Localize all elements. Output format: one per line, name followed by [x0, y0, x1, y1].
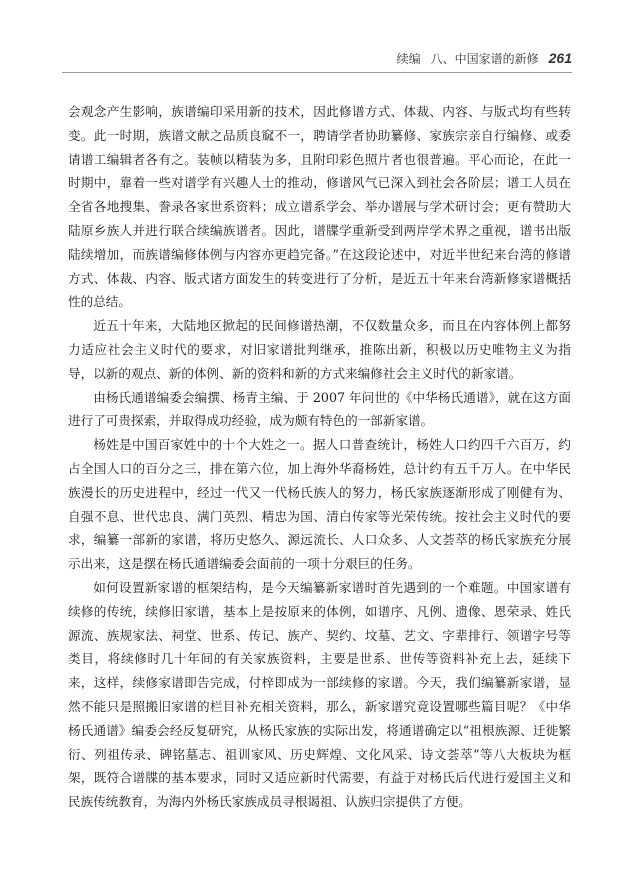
paragraph: 近五十年来，大陆地区掀起的民间修谱热潮，不仅数量众多，而且在内容体例上都努力适应社会主义时代的要求，对旧家谱批判继承，推陈出新，积极以历史唯物主义为指导，以新的观点、新的体例、新的资料和新的方式来编修社会主义时代的新家谱。: [68, 318, 571, 381]
header-chapter: 八、中国家谱的新修: [430, 52, 539, 66]
paragraph: 杨姓是中国百家姓中的十个大姓之一。据人口普查统计，杨姓人口约四千六百万，约占全国人口的百分之三，排在第六位，加上海外华裔杨姓，总计约有五千万人。在中华民族漫长的历史进程中，经过一代又一代杨氏族人的努力，杨氏家族逐渐形成了刚健有为、自强不息、世代忠良、满门英烈、精忠为国、清白传家等光荣传统。按社会主义时代的要求，编纂一部新的家谱，将历史悠久、源远流长、人口众多、人文荟萃的杨氏家族充分展示出来，这是摆在杨氏通谱编委会面前的一项十分艰巨的任务。: [68, 437, 571, 572]
body-text: [68, 100, 571, 814]
paragraph: 如何设置新家谱的框架结构，是今天编纂新家谱时首先遇到的一个难题。中国家谱有续修的传统，续修旧家谱，基本上是按原来的体例，如谱序、凡例、遗像、恩荣录、姓氏源流、族规家法、祠堂、世系、传记、族产、契约、坟墓、艺文、字辈排行、领谱字号等类目，将续修时几十年间的有关家族资料，主要是世系、世传等资料补充上去，延续下来，这样，续修家谱即告完成，付梓即成为一部续修的家谱。今天，我们编纂新家谱，显然不能只是照搬旧家谱的栏目补充相关资料，那么，新家谱究竟设置哪些篇目呢？《中华杨氏通谱》编委会经反复研究，从杨氏家族的实际出发，将通谱确定以“祖根族源、迁徙繁衍、列祖传录、碑铭墓志、祖训家风、历史辉煌、文化风采、诗文荟萃”等八大板块为框架，既符合谱牒的基本要求，同时又适应新时代需要，有益于对杨氏后代进行爱国主义和民族传统教育，为海内外杨氏家族成员寻根谒祖、认族归宗提供了方便。: [68, 579, 571, 810]
page-number: 261: [548, 50, 572, 66]
paragraph: 由杨氏通谱编委会编撰、杨青主编、于 2007 年问世的《中华杨氏通谱》，就在这方面进行了可贵探索，并取得成功经验，成为颇有特色的一部新家谱。: [68, 389, 571, 429]
header-rule: [62, 72, 572, 73]
header-section: 续编: [396, 52, 421, 66]
running-header: [397, 50, 572, 67]
paragraph: 会观念产生影响，族谱编印采用新的技术，因此修谱方式、体裁、内容、与版式均有些转变。此一时期，族谱文献之品质良窳不一，聘请学者协助纂修、家族宗亲自行编修、或委请谱工编辑者各有之。装帧以精装为多，且附印彩色照片者也很普遍。平心而论，在此一时期中，靠着一些对谱学有兴趣人士的推动，修谱风气已深入到社会各阶层；谱工人员在全省各地搜集、誊录各家世系资料；成立谱系学会、举办谱展与学术研讨会；更有赞助大陆原乡族人并进行联合续编族谱者。因此，谱牒学重新受到两岸学术界之重视，谱书出版陆续增加，而族谱编修体例与内容亦更趋完备。”在这段论述中，对近半世纪来台湾的修谱方式、体裁、内容、版式诸方面发生的转变进行了分析，是近五十年来台湾新修家谱概括性的总结。: [68, 104, 571, 310]
